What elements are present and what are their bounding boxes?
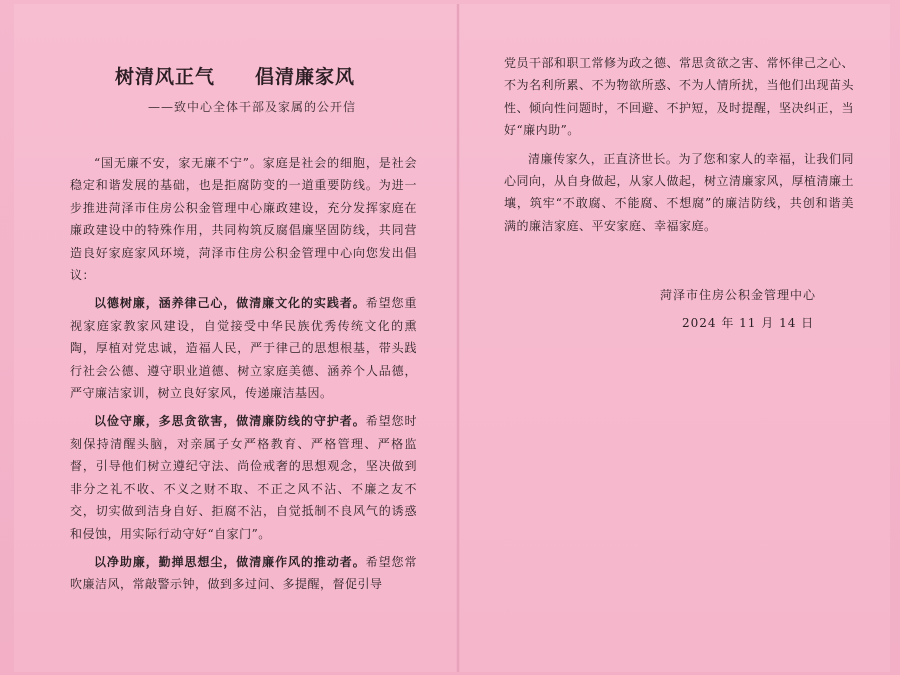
initiative-body-1: 希望您重视家庭家教家风建设，自觉接受中华民族优秀传统文化的熏陶，厚植对党忠诚，造福人民，严于律己的思想根基，带头践行社会公德、遵守职业道德、树立家庭美德、涵养个人品德，严守廉洁家训，树立良好家风，传递廉洁基因。 — [70, 296, 417, 401]
right-page-body — [504, 52, 854, 237]
initiative-body-2: 希望您时刻保持清醒头脑，对亲属子女严格教育、严格管理、严格监督，引导他们树立遵纪守法、尚俭戒奢的思想观念，坚决做到非分之礼不收、不义之财不取、不正之风不沾、不廉之友不交，切实做到洁身自好、拒腐不沾，自觉抵制不良风气的诱惑和侵蚀，用实际行动守好“自家门”。 — [70, 414, 417, 541]
left-page — [14, 4, 456, 672]
intro-paragraph: “国无廉不安，家无廉不宁”。家庭是社会的细胞，是社会稳定和谐发展的基础，也是拒腐防变的一道重要防线。为进一步推进菏泽市住房公积金管理中心廉政建设，充分发挥家庭在廉政建设中的特殊作用，共同构筑反腐倡廉坚固防线，共同营造良好家庭家风环境，菏泽市住房公积金管理中心向您发出倡议： — [70, 156, 417, 283]
initiative-heading-1: 以德树廉，涵养律己心，做清廉文化的实践者。 — [94, 296, 366, 311]
right-page — [460, 4, 890, 672]
initiative-heading-3: 以净助廉，勤掸思想尘，做清廉作风的推动者。 — [94, 554, 366, 569]
initiative-paragraph-3 — [70, 551, 417, 596]
initiative-paragraph-1 — [70, 292, 417, 404]
signature-organization: 菏泽市住房公积金管理中心 — [660, 288, 817, 302]
initiative-paragraph-3-continued: 党员干部和职工常修为政之德、常思贪欲之害、常怀律己之心、不为名利所累、不为物欲所惑、不为人情所扰，当他们出现苗头性、倾向性问题时，不回避、不护短，及时提醒，坚决纠正，当好“廉内助”。 — [504, 56, 855, 138]
left-page-body — [70, 152, 417, 596]
initiative-heading-2: 以俭守廉，多思贪欲害，做清廉防线的守护者。 — [94, 414, 366, 429]
initiative-paragraph-2 — [70, 410, 417, 544]
signature-date: 2024 年 11 月 14 日 — [682, 316, 815, 330]
closing-paragraph: 清廉传家久，正直济世长。为了您和家人的幸福，让我们同心同向，从自身做起，从家人做起，树立清廉家风，厚植清廉土壤，筑牢“不敢腐、不能腐、不想腐”的廉洁防线，共创和谐美满的廉洁家庭、平安家庭、幸福家庭。 — [504, 151, 855, 233]
letter-subtitle: ——致中心全体干部及家属的公开信 — [147, 100, 356, 114]
initiative-body-3: 希望您常吹廉洁风，常敲警示钟，做到多过问、多提醒，督促引导 — [70, 554, 417, 592]
letter-title: 树清风正气 倡清廉家风 — [114, 66, 355, 88]
